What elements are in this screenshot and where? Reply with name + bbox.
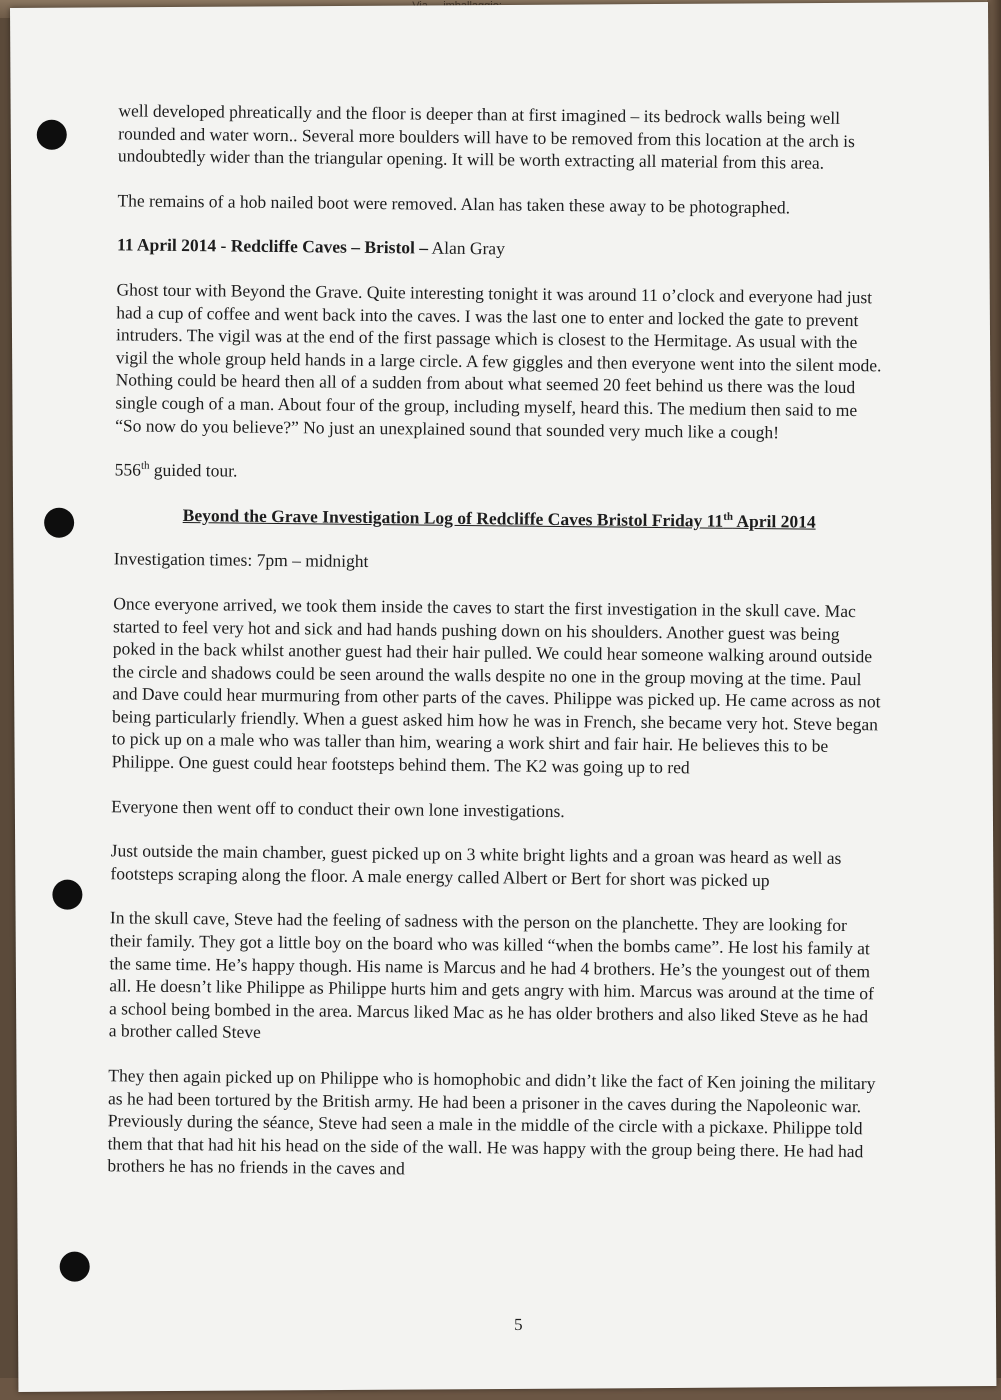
document-page <box>10 2 996 1392</box>
paragraph-phreatic-walls: well developed phreatically and the floor is deeper than at first imagined – its bedrock walls being well rounded and water worn.. Several more boulders will have to be removed from this location at the arch is undoubtedly wider than the triangular opening. It will be worth extracting all material from this area. <box>117 100 855 173</box>
tour-count-number: 556 <box>114 459 142 480</box>
page-number: 5 <box>513 1314 523 1334</box>
tour-count-text: guided tour. <box>149 459 238 481</box>
paragraph-skull-cave-first-investigation: Once everyone arrived, we took them inside the caves to start the first investigation in the skull cave. Mac started to feel very hot and sick and had hands pushing down on his shoulders. Another guest was being poked in the back whilst another guest had their hair pulled. We could hear someone walking around outside the circle and shadows could be seen around the walls despite no one in the group moving at the time. Paul and Dave could hear murmuring from other parts of the caves. Philippe was picked up. He came across as not being particularly friendly. When a guest asked him how he was in French, she became very hot. Steve began to pick up on a male who was taller than him, wearing a work shirt and fair hair. He believes this to be Philippe. One guest could hear footsteps behind them. The K2 was going up to red <box>111 593 881 778</box>
section-title-after: April 2014 <box>732 510 816 532</box>
entry-heading <box>117 234 887 265</box>
paragraph-philippe: They then again picked up on Philippe who is homophobic and didn’t like the fact of Ken joining the military as he had been tortured by the British army. He had been a prisoner in the caves during the Napoleonic war. Previously during the séance, Steve had seen a male in the middle of the circle with a pickaxe. Philippe told them that that had hit his head on the side of the wall. He was happy with the group being there. He had had brothers he has no friends in the caves and <box>107 1065 876 1179</box>
entry-heading-title: 11 April 2014 - Redcliffe Caves – Bristol – <box>116 234 429 258</box>
punch-hole <box>60 1252 90 1282</box>
paragraph-skull-cave-planchette: In the skull cave, Steve had the feeling of sadness with the person on the planchette. They are looking for their family. They got a little boy on the board who was killed “when the bombs came”. He lost his family at the same time. He’s happy though. His name is Marcus and he had 4 brothers. He’s the youngest out of them all. He doesn’t like Philippe as Philippe hurts him and gets angry with him. Marcus was around at the time of a school being bombed in the area. Marcus liked Mac as he has older brothers and also liked Steve as he had a brother called Steve <box>108 907 875 1043</box>
paragraph-main-chamber: Just outside the main chamber, guest picked up on 3 white bright lights and a groan was heard as well as footsteps scraping along the floor. A male energy called Albert or Bert for short was picked up <box>110 840 842 891</box>
paragraph-lone-investigations: Everyone then went off to conduct their own lone investigations. <box>111 795 565 821</box>
punch-hole <box>44 508 74 538</box>
paragraph-hob-nailed-boot: The remains of a hob nailed boot were removed. Alan has taken these away to be photographed. <box>117 190 791 218</box>
paragraph-investigation-times: Investigation times: 7pm – midnight <box>113 548 369 572</box>
section-title-before: Beyond the Grave Investigation Log of Redcliffe Caves Bristol Friday 11 <box>182 504 724 531</box>
tour-count <box>115 458 885 489</box>
punch-hole <box>37 120 67 150</box>
tour-count-suffix: th <box>140 459 150 472</box>
investigation-log-title <box>114 503 884 534</box>
punch-hole <box>52 880 82 910</box>
section-title-suffix: th <box>723 510 734 523</box>
page-body <box>107 99 888 1207</box>
paragraph-ghost-tour: Ghost tour with Beyond the Grave. Quite interesting tonight it was around 11 o’clock and everyone had just had a cup of coffee and went back into the caves. I was the last one to enter and locked the gate to prevent intruders. The vigil was at the end of the first passage which is closest to the Hermitage. As usual with the vigil the whole group held hands in a large circle. A few giggles and then everyone went into the silent mode. Nothing could be heard then all of a sudden from about what seemed 20 feet behind us there was the loud single cough of a man. About four of the group, including myself, heard this. The medium then said to me “So now do you believe?” No just an unexplained sound that sounded very much like a cough! <box>115 279 882 442</box>
entry-heading-author: Alan Gray <box>427 237 505 259</box>
